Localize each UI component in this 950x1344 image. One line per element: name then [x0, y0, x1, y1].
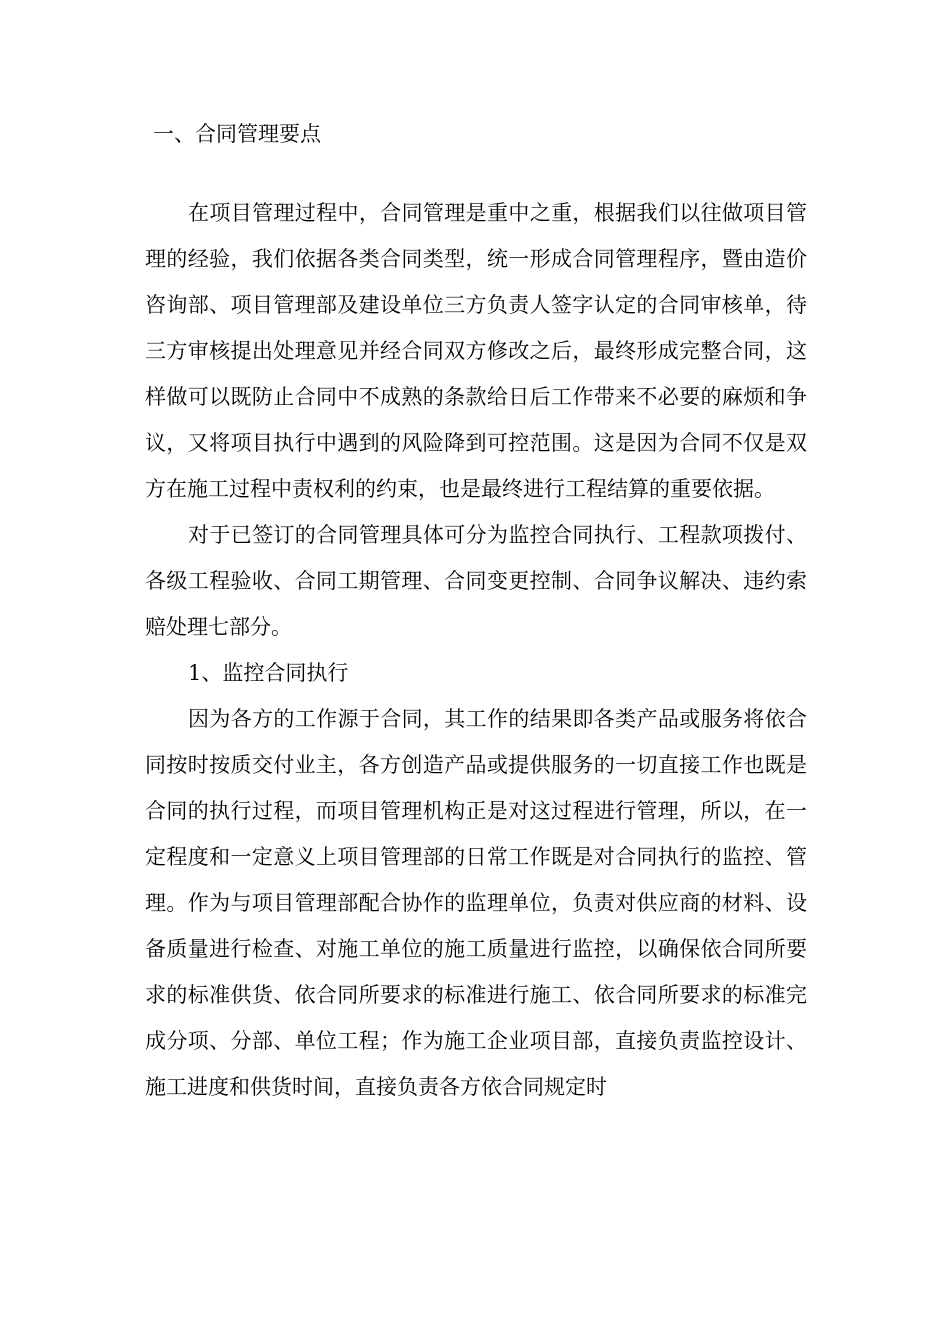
- subheading-monitor-execution: 1、监控合同执行: [188, 661, 349, 685]
- paragraph-contract-parts: 对于已签订的合同管理具体可分为监控合同执行、工程款项拨付、各级工程验收、合同工期管理、合同变更控制、合同争议解决、违约索赔处理七部分。: [145, 523, 807, 639]
- section-heading: 一、合同管理要点: [153, 122, 321, 146]
- paragraph-contract-importance: 在项目管理过程中，合同管理是重中之重，根据我们以往做项目管理的经验，我们依据各类合同类型，统一形成合同管理程序，暨由造价咨询部、项目管理部及建设单位三方负责人签字认定的合同审核单，待三方审核提出处理意见并经合同双方修改之后，最终形成完整合同，这样做可以既防止合同中不成熟的条款给日后工作带来不必要的麻烦和争议，又将项目执行中遇到的风险降到可控范围。这是因为合同不仅是双方在施工过程中责权利的约束，也是最终进行工程结算的重要依据。: [145, 201, 807, 501]
- paragraph-monitor-execution: 因为各方的工作源于合同，其工作的结果即各类产品或服务将依合同按时按质交付业主，各方创造产品或提供服务的一切直接工作也既是合同的执行过程，而项目管理机构正是对这过程进行管理，所以，在一定程度和一定意义上项目管理部的日常工作既是对合同执行的监控、管理。作为与项目管理部配合协作的监理单位，负责对供应商的材料、设备质量进行检查、对施工单位的施工质量进行监控，以确保依合同所要求的标准供货、依合同所要求的标准进行施工、依合同所要求的标准完成分项、分部、单位工程；作为施工企业项目部，直接负责监控设计、施工进度和供货时间，直接负责各方依合同规定时: [145, 707, 807, 1099]
- document-body: [145, 112, 807, 1110]
